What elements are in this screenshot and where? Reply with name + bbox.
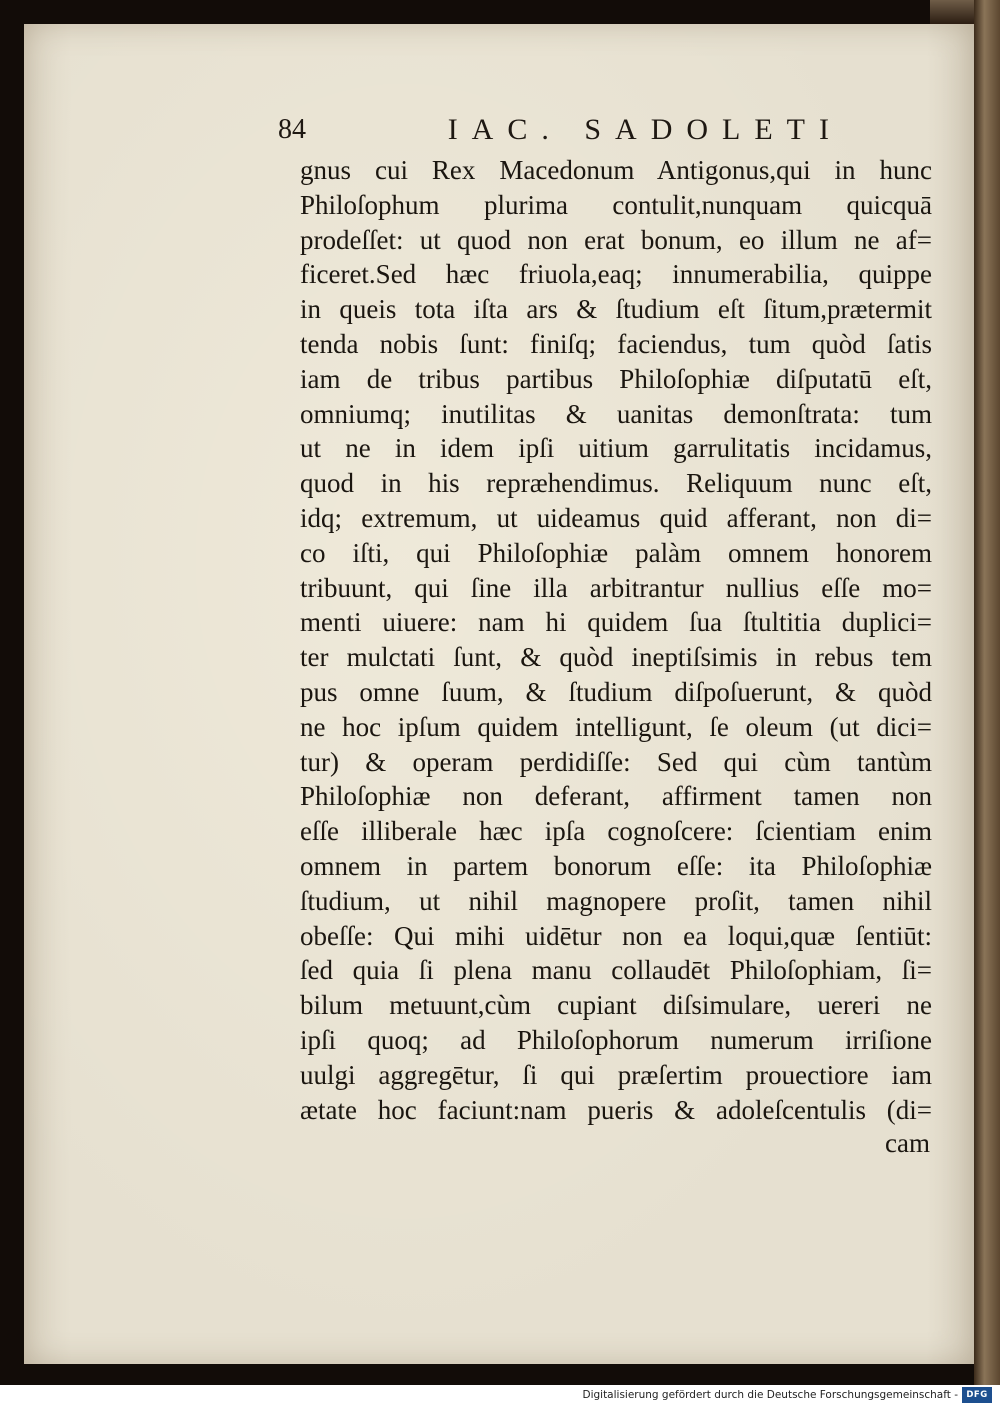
text-line: ætate hoc faciunt:nam pueris & adoleſcentulis (di= (300, 1094, 932, 1125)
text-line: ne hoc ipſum quidem intelligunt, ſe oleum (ut dici= (300, 711, 932, 742)
page-edge-right (974, 0, 1000, 1385)
funding-credit: Digitalisierung gefördert durch die Deutsche Forschungsgemeinschaft - (582, 1389, 958, 1401)
text-line: pus omne ſuum, & ſtudium diſpoſuerunt, & quòd (300, 676, 932, 707)
text-line: eſſe illiberale hæc ipſa cognoſcere: ſcientiam enim (300, 816, 932, 847)
text-line: idq; extremum, ut uideamus quid afferant, non di= (300, 502, 932, 533)
text-line: omniumq; inutilitas & uanitas demonſtrata: tum (300, 398, 932, 429)
text-line: bilum metuunt,cùm cupiant diſsimulare, uereri ne (300, 990, 932, 1021)
text-line: iam de tribus partibus Philoſophiæ diſputatū eſt, (300, 363, 932, 394)
text-line: ſed quia ſi plena manu collaudēt Philoſophiam, ſi= (300, 955, 932, 986)
text-line: Philoſophum plurima contulit,nunquam quicquā (300, 189, 932, 220)
text-line: Philoſophiæ non deferant, affirment tamen non (300, 781, 932, 812)
text-line: tribuunt, qui ſine illa arbitrantur nullius eſſe mo= (300, 572, 932, 603)
text-line: omnem in partem bonorum eſſe: ita Philoſophiæ (300, 850, 932, 881)
text-line: obeſſe: Qui mihi uidētur non ea loqui,quæ ſentiūt: (300, 920, 932, 951)
running-head (278, 112, 843, 148)
text-line: menti uiuere: nam hi quidem ſua ſtultitia duplici= (300, 607, 932, 638)
body-text (300, 153, 932, 1127)
dfg-logo-icon: DFG (962, 1387, 992, 1403)
page-number: 84 (278, 114, 306, 145)
text-line: gnus cui Rex Macedonum Antigonus,qui in hunc (300, 155, 932, 185)
text-line: tenda nobis ſunt: finiſq; faciendus, tum quòd ſatis (300, 328, 932, 359)
text-line: in queis tota iſta ars & ſtudium eſt ſitum,prætermit (300, 294, 932, 325)
text-line: ut ne in idem ipſi uitium garrulitatis incidamus, (300, 433, 932, 464)
footer-bar (0, 1385, 1000, 1406)
text-line: tur) & operam perdidiſſe: Sed qui cùm tantùm (300, 746, 932, 777)
catchword: cam (885, 1128, 930, 1158)
text-line: ſtudium, ut nihil magnopere proſit, tamen nihil (300, 885, 932, 916)
text-line: ficeret.Sed hæc friuola,eaq; innumerabilia, quippe (300, 259, 932, 290)
text-line: quod in his repræhendimus. Reliquum nunc eſt, (300, 468, 932, 499)
text-line: ipſi quoq; ad Philoſophorum numerum irriſione (300, 1024, 932, 1055)
text-line: co iſti, qui Philoſophiæ palàm omnem honorem (300, 537, 932, 568)
text-line: prodeſſet: ut quod non erat bonum, eo illum ne af= (300, 224, 932, 255)
text-line: uulgi aggregētur, ſi qui præſertim prouectiore iam (300, 1059, 932, 1090)
running-head-title: IAC. SADOLETI (447, 113, 843, 146)
text-line: ter mulctati ſunt, & quòd ineptiſsimis in rebus tem (300, 642, 932, 673)
